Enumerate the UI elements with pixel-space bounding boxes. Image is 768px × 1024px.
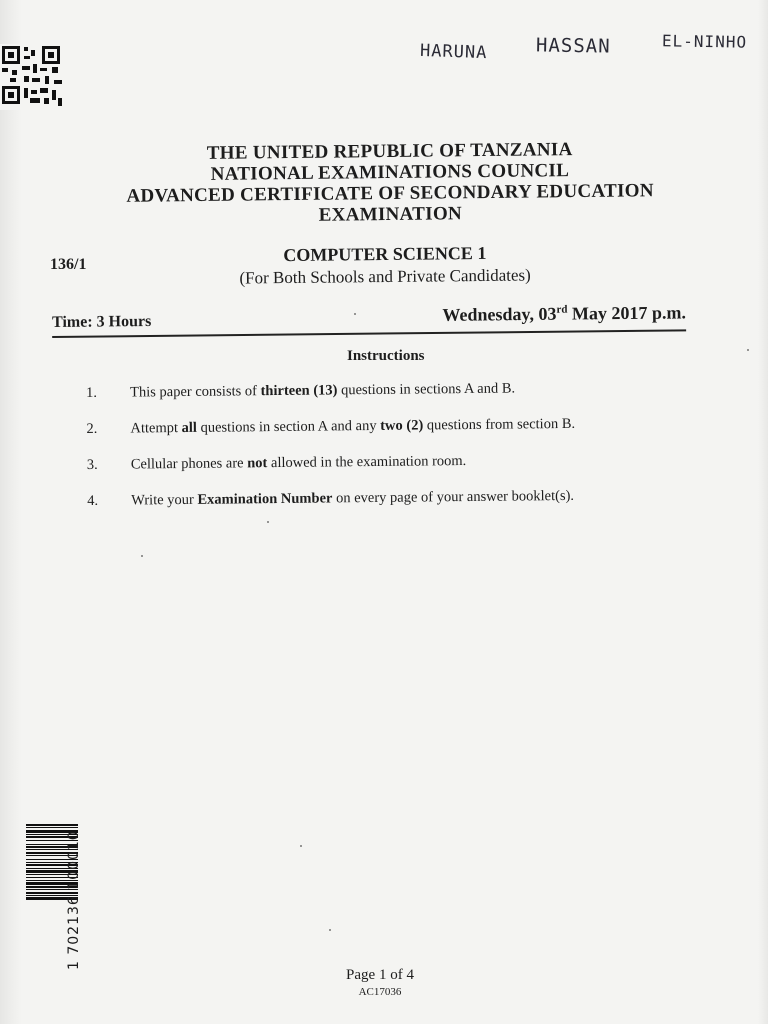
instructions-heading: Instructions [347, 348, 425, 364]
instruction-number: 2. [86, 420, 98, 437]
page-footer [330, 967, 430, 998]
exam-date [442, 302, 686, 326]
exam-header [90, 138, 691, 228]
exam-date-day: Wednesday, 03 [442, 303, 557, 325]
scan-speck [267, 521, 269, 523]
instruction-number: 3. [86, 456, 98, 473]
reference-code: AC17036 [358, 986, 402, 998]
subject-subtitle: (For Both Schools and Private Candidates) [239, 265, 531, 288]
header-certificate: ADVANCED CERTIFICATE OF SECONDARY EDUCATION [126, 180, 654, 207]
instruction-item [87, 487, 687, 529]
instruction-item [87, 451, 687, 493]
exam-date-rest: May 2017 p.m. [567, 302, 687, 324]
scan-shadow-right [758, 0, 768, 1024]
exam-duration: Time: 3 Hours [51, 312, 152, 331]
instruction-number: 1. [86, 384, 98, 401]
instruction-text: This paper consists of thirteen (13) questions in sections A and B. [129, 380, 516, 401]
handwritten-middle-name: HASSAN [535, 34, 611, 58]
paper-code: 136/1 [50, 256, 87, 273]
subject-title: COMPUTER SCIENCE 1 [283, 242, 487, 266]
handwritten-name [0, 26, 768, 86]
barcode-number-text: 1 702136 100010 [66, 830, 82, 970]
time-date-row [52, 295, 686, 338]
instruction-item [86, 415, 686, 457]
instruction-text: Write your Examination Number on every page of your answer booklet(s). [131, 487, 575, 509]
header-republic: THE UNITED REPUBLIC OF TANZANIA [206, 139, 573, 164]
scan-shadow-left [0, 0, 22, 1024]
exam-date-ordinal: rd [556, 303, 568, 316]
scan-speck [329, 929, 331, 931]
barcode-number [64, 830, 86, 970]
scan-speck [300, 845, 302, 847]
subject-block [150, 242, 620, 290]
instructions-list [86, 379, 687, 529]
instruction-text: Cellular phones are not allowed in the examination room. [130, 453, 467, 473]
page-number: Page 1 of 4 [346, 967, 414, 983]
instruction-item [86, 379, 686, 421]
scan-speck [747, 349, 749, 351]
instruction-text: Attempt all questions in section A and any two (2) questions from section B. [130, 415, 576, 437]
header-examination: EXAMINATION [318, 203, 463, 226]
instruction-number: 4. [87, 492, 99, 509]
handwritten-last-name: EL-NINHO [661, 31, 748, 52]
header-council: NATIONAL EXAMINATIONS COUNCIL [210, 160, 570, 185]
scan-speck [141, 555, 143, 557]
handwritten-first-name: HARUNA [419, 40, 488, 64]
scan-speck [354, 313, 356, 315]
